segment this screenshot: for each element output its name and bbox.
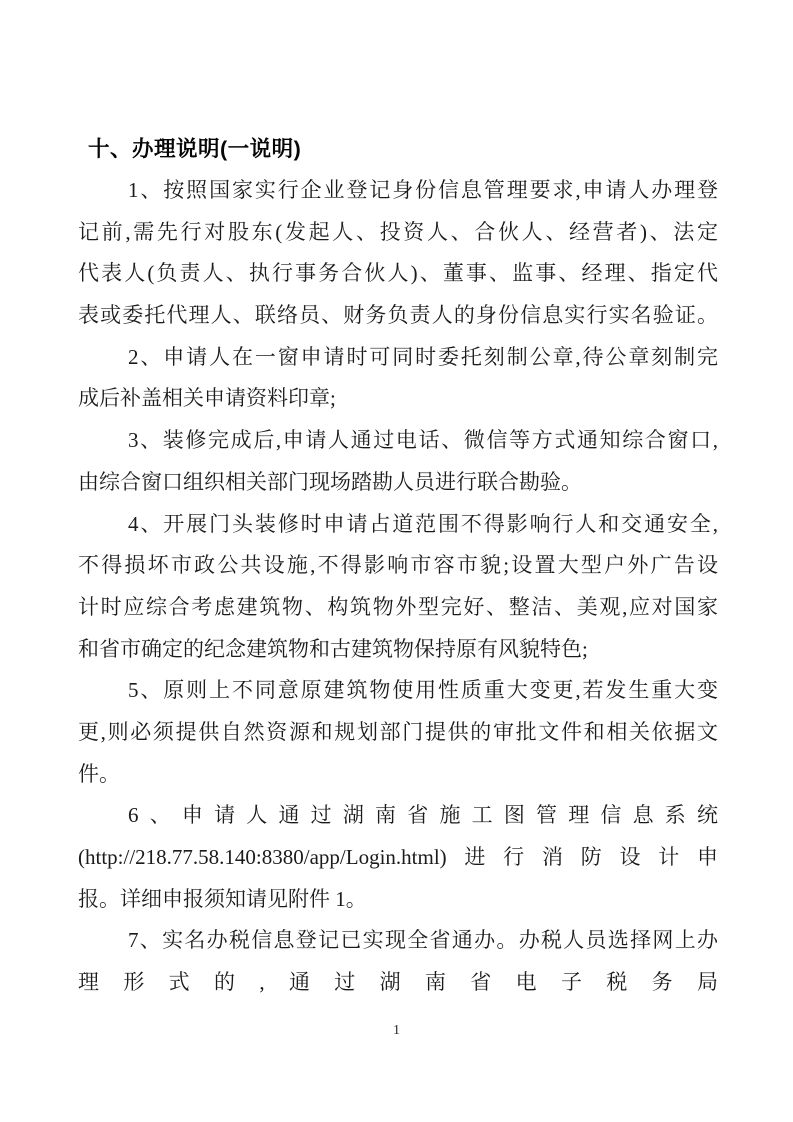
text-line: 4、开展门头装修时申请占道范围不得影响行人和交通安全, [128, 511, 718, 536]
paragraph [78, 504, 718, 671]
text-line: 1、按照国家实行企业登记身份信息管理要求,申请人办理登 [128, 178, 718, 202]
text-line: 表或委托代理人、联络员、财务负责人的身份信息实行实名验证。 [78, 303, 718, 328]
text-line: 成后补盖相关申请资料印章; [78, 386, 336, 411]
text-line: 件。 [78, 761, 120, 786]
text-line: 不得损坏市政公共设施,不得影响市容市貌;设置大型户外广告设 [78, 553, 718, 578]
section-heading: 十、办理说明(一说明) [88, 137, 302, 161]
paragraph [78, 170, 718, 337]
text-line: 3、装修完成后,申请人通过电话、微信等方式通知综合窗口, [128, 428, 718, 453]
text-line: (http://218.77.58.140:8380/app/Login.html)进行消防设计申 [78, 845, 718, 869]
text-line: 理形式的,通过湖南省电子税务局 [78, 970, 718, 995]
text-line: 6、申请人通过湖南省施工图管理信息系统 [128, 803, 718, 828]
document-body [78, 170, 718, 1004]
text-line: 5、原则上不同意原建筑物使用性质重大变更,若发生重大变 [128, 678, 718, 703]
text-line: 7、实名办税信息登记已实现全省通办。办税人员选择网上办 [128, 928, 718, 953]
text-line: 和省市确定的纪念建筑物和古建筑物保持原有风貌特色; [78, 636, 588, 661]
text-line: 计时应综合考虑建筑物、构筑物外型完好、整洁、美观,应对国家 [78, 594, 718, 619]
paragraph [78, 420, 718, 503]
paragraph [78, 920, 718, 1003]
page-number: 1 [393, 1023, 400, 1038]
text-line: 报。详细申报须知请见附件 1。 [78, 886, 367, 911]
text-line: 2、申请人在一窗申请时可同时委托刻制公章,待公章刻制完 [128, 344, 718, 369]
paragraph [78, 795, 718, 920]
text-line: 由综合窗口组织相关部门现场踏勘人员进行联合勘验。 [78, 469, 582, 494]
text-line: 更,则必须提供自然资源和规划部门提供的审批文件和相关依据文 [78, 719, 718, 744]
text-line: 代表人(负责人、执行事务合伙人)、董事、监事、经理、指定代 [78, 261, 718, 286]
text-line: 记前,需先行对股东(发起人、投资人、合伙人、经营者)、法定 [78, 219, 718, 244]
paragraph [78, 337, 718, 420]
paragraph [78, 670, 718, 795]
